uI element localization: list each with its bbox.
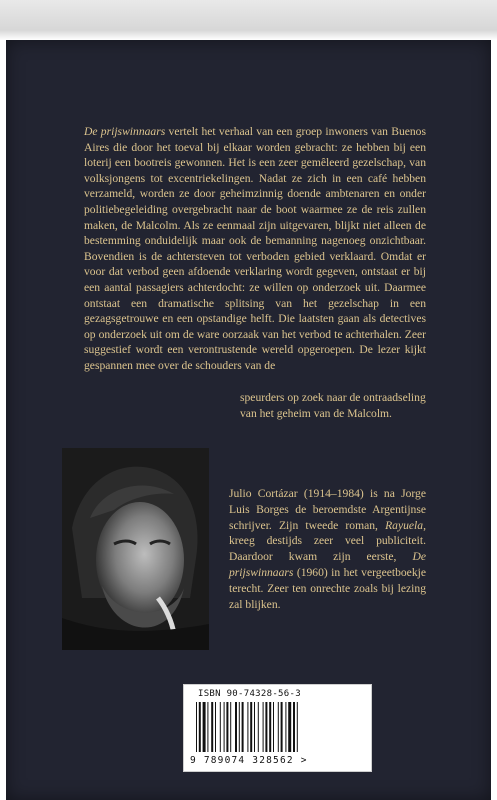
blurb-tail-text: speurders op zoek naar de ontraadseling van het geheim van de Malcolm.: [240, 391, 426, 420]
bio-text-2: , kreeg destijds zeer veel publiciteit. Daardoor kwam zijn eerste,: [229, 518, 426, 564]
bio-text-3: (1960) in het vergeetboekje terecht. Zeer ten onrechte zoals bij lezing zal blijken.: [229, 565, 426, 611]
book-title-italic: De prijswinnaars: [84, 125, 166, 138]
author-bio: [229, 486, 426, 612]
blurb-body: vertelt het verhaal van een groep inwoners van Buenos Aires die door het toeval bij elkaar worden gebracht: ze hebben bij een loterij een bootreis gewonnen. Het is een zeer gemêleerd gezelschap, van volksjongens tot excentriekelingen. Nadat ze zich in een café hebben verzameld, worden ze door geheimzinnig doende ambtenaren en onder politiebegeleiding overgebracht naar de boot waarmee ze de reis zullen maken, de Malcolm. Als ze eenmaal zijn uitgevaren, blijkt niet alleen de bestemming onduidelijk maar ook de bemanning nagenoeg onzichtbaar. Bovendien is de achtersteven tot verboden gebied verklaard. Omdat er voor dat verbod geen afdoende verklaring wordt gegeven, ontstaat er bij een aantal passagiers achterdocht: ze willen op onderzoek uit. Daarmee ontstaat een dramatische splitsing van het gezelschap in een gezagsgetrouwe en een opstandige helft. Die laatsten gaan als detectives op onderzoek uit om de ware oorzaak van het verbod te achterhalen. Zeer suggestief wordt een verontrustende wereld opgeroepen. De lezer kijkt gespannen mee over de schouders van de: [84, 125, 426, 372]
bio-rayuela-title: Rayuela: [385, 518, 424, 532]
isbn-text: ISBN 90-74328-56-3: [198, 689, 301, 699]
author-photo: [62, 448, 209, 650]
blurb-text: [84, 124, 426, 374]
ean-number: 9 789074 328562 >: [190, 755, 308, 766]
barcode-label: [183, 684, 372, 772]
bio-book-title: De prijswinnaars: [229, 550, 426, 579]
bio-text-1: Julio Cortázar (1914–1984) is na Jorge Luis Borges de beroemdste Argentijnse schrijver. Zijn tweede roman,: [229, 487, 426, 532]
book-back-cover: [6, 40, 491, 800]
barcode-bars: [196, 702, 358, 754]
author-portrait-image: [62, 448, 209, 650]
